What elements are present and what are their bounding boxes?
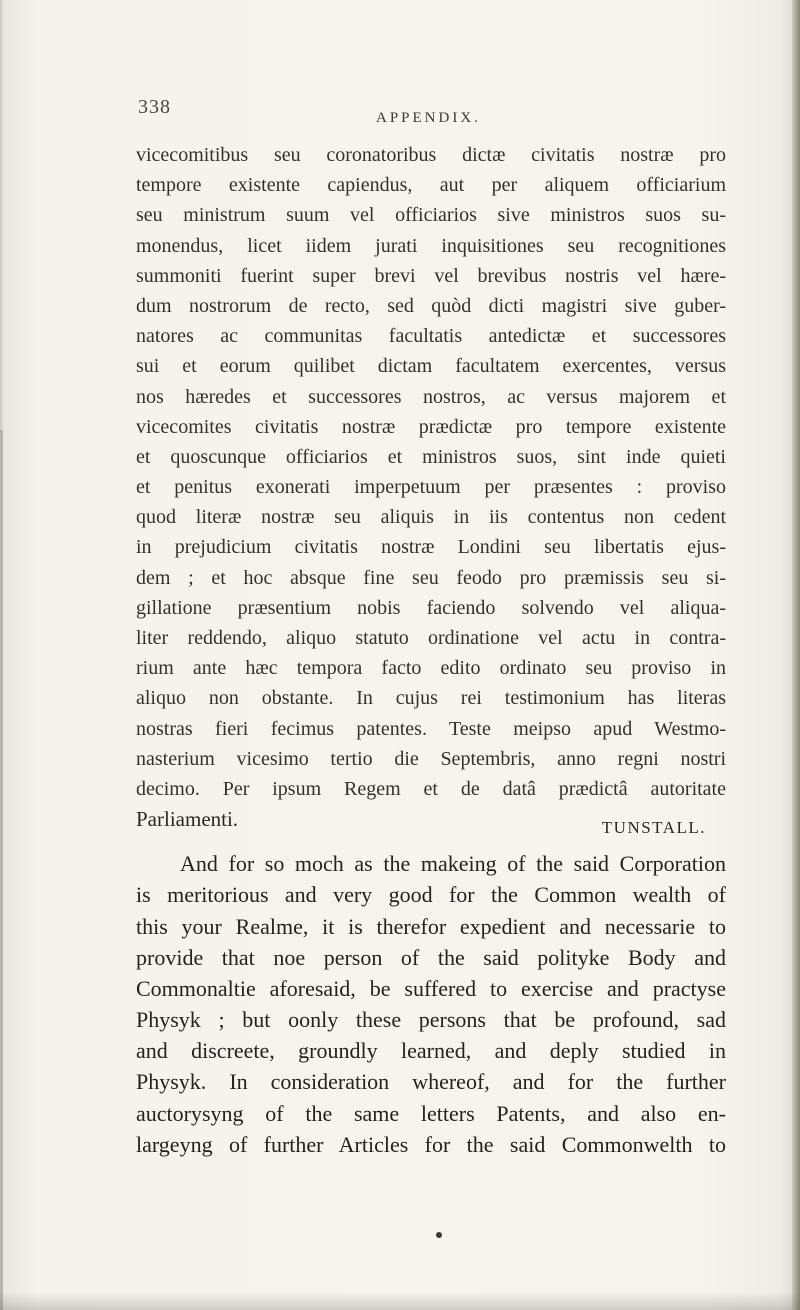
- text-line: dum nostrorum de recto, sed quòd dicti magistri sive guber-: [136, 294, 726, 317]
- text-line: dem ; et hoc absque fine seu feodo pro præmissis seu si-: [136, 566, 726, 589]
- text-line: rium ante hæc tempora facto edito ordinato seu proviso in: [136, 657, 726, 680]
- printer-mark: [436, 1232, 442, 1238]
- text-line: largeyng of further Articles for the said Commonwelth to: [136, 1131, 726, 1157]
- text-line: decimo. Per ipsum Regem et de datâ prædictâ autoritate: [136, 777, 726, 800]
- text-line: nostras fieri fecimus patentes. Teste meipso apud Westmo-: [136, 717, 726, 740]
- page-number: 338: [138, 96, 171, 118]
- text-line: monendus, licet iidem jurati inquisitiones seu recognitiones: [136, 234, 726, 257]
- text-line: vicecomitibus seu coronatoribus dictæ civitatis nostræ pro: [136, 144, 726, 166]
- signature: TUNSTALL.: [601, 818, 706, 838]
- text-line: natores ac communitas facultatis antedictæ et successores: [136, 325, 726, 348]
- text-line: seu ministrum suum vel officiarios sive ministros suos su-: [136, 204, 726, 227]
- text-line: in prejudicium civitatis nostræ Londini seu libertatis ejus-: [136, 536, 726, 559]
- text-line: summoniti fuerint super brevi vel brevibus nostris vel hære-: [136, 264, 726, 287]
- text-line: et penitus exonerati imperpetuum per præsentes : proviso: [136, 476, 726, 499]
- text-line: this your Realme, it is therefor expedient and necessarie to: [136, 913, 726, 939]
- latin-charter-text: [136, 140, 726, 804]
- text-line: And for so moch as the makeing of the said Corporation: [180, 851, 726, 877]
- text-line: et quoscunque officiarios et ministros suos, sint inde quieti: [136, 445, 726, 468]
- text-line: Commonaltie aforesaid, be suffered to exercise and practyse: [136, 975, 726, 1001]
- closing-signature-row: [136, 804, 726, 842]
- running-head: APPENDIX.: [376, 110, 481, 126]
- text-line: liter reddendo, aliquo statuto ordinatione vel actu in contra-: [136, 627, 726, 649]
- page-bottom-shadow: [0, 1292, 800, 1310]
- text-line: and discreete, groundly learned, and deply studied in: [136, 1038, 726, 1064]
- text-line: Physyk ; but oonly these persons that be profound, sad: [136, 1007, 726, 1033]
- text-line: gillatione præsentium nobis faciendo solvendo vel aliqua-: [136, 596, 726, 619]
- page-right-edge: [792, 0, 800, 1310]
- text-line: Physyk. In consideration whereof, and for the further: [136, 1069, 726, 1095]
- body-text: [136, 140, 726, 1160]
- text-line: provide that noe person of the said polityke Body and: [136, 944, 726, 970]
- english-paragraph: [136, 848, 726, 1160]
- text-line: quod literæ nostræ seu aliquis in iis contentus non cedent: [136, 506, 726, 529]
- scan-shadow-line: [0, 430, 3, 1310]
- text-line: nasterium vicesimo tertio die Septembris, anno regni nostri: [136, 747, 726, 770]
- text-line: is meritorious and very good for the Common wealth of: [136, 882, 726, 908]
- text-line: vicecomites civitatis nostræ prædictæ pro tempore existente: [136, 415, 726, 438]
- text-line: sui et eorum quilibet dictam facultatem exercentes, versus: [136, 355, 726, 378]
- text-line: nos hæredes et successores nostros, ac versus majorem et: [136, 385, 726, 408]
- closing-word: Parliamenti.: [136, 807, 239, 832]
- text-line: aliquo non obstante. In cujus rei testimonium has literas: [136, 687, 726, 710]
- text-line: auctorysyng of the same letters Patents, and also en-: [136, 1100, 726, 1126]
- text-line: tempore existente capiendus, aut per aliquem officiarium: [136, 174, 726, 197]
